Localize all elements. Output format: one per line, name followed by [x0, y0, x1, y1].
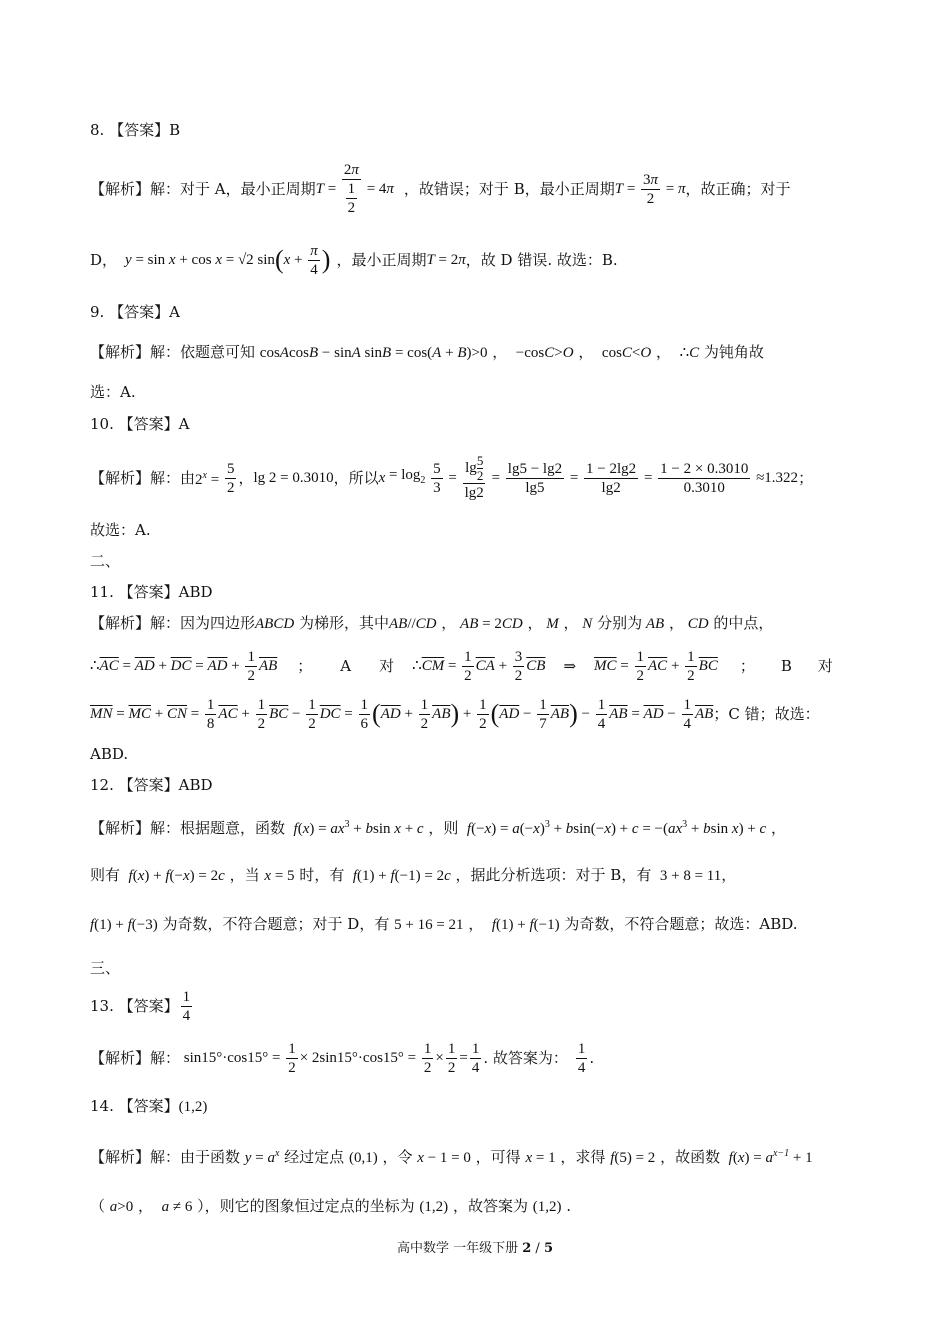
q13-answer-label: 13. 【答案】 [90, 997, 179, 1015]
q8-text-a: 【解析】解：对于 A，最小正周期 [90, 180, 316, 198]
q12-solution-line2: 则有 f(x) + f(−x) = 2c ，当 x = 5 时，有 f(1) + f(−1) = 2c ，据此分析选项：对于 B，有 3 + 8 = 11， [90, 866, 737, 884]
footer-title: 高中数学 一年级下册 [396, 1241, 523, 1256]
q11-text-h: 的中点， [713, 614, 774, 632]
q11-text-b: 为梯形，其中 [298, 614, 389, 632]
q12-text-b: ，则 [428, 819, 459, 837]
q9-text-a: 【解析】解：依题意可知 [90, 343, 256, 361]
q14-answer-label: 14. 【答案】 [90, 1097, 179, 1115]
q13-text-a: 【解析】解： [90, 1049, 181, 1067]
q12-text-e: ，当 [229, 866, 260, 884]
q13-answer-value: $\frac{1}{4}$ [182, 988, 191, 1024]
q11-text-c: ， [441, 614, 457, 632]
q13-answer [90, 986, 194, 1026]
q9-text-b: ， [492, 343, 508, 361]
q8-text-f: ，故 D 错误. 故选：B. [465, 251, 618, 269]
q12-solution-line3: f(1) + f(−3) 为奇数，不符合题意；对于 D，有 5 + 16 = 21 ， f(1) + f(−1) 为奇数，不符合题意；故选：ABD. [90, 915, 798, 933]
q11-text-i: ； [297, 657, 313, 675]
footer-page-number: 2 [522, 1241, 532, 1256]
q12-answer: 12. 【答案】ABD [90, 776, 213, 794]
section-3-heading: 三、 [90, 959, 121, 977]
footer-separator: / [531, 1241, 544, 1256]
q8-text-c: ，故正确；对于 [685, 180, 791, 198]
q14-text-f: ，故函数 [660, 1148, 721, 1166]
q11-text-f: 分别为 [597, 614, 643, 632]
q12-text-j: 为奇数，不符合题意；故选：ABD. [564, 915, 798, 933]
q11-solution-line3: $\overline{MN}$ = $\overline{MC}$ + $\overline{CN}$ = $\frac{1}{8}$ $\overline{AC}$ + $\frac{1}{2}$ $\overline{BC}$ − $\frac{1}{2}$ $\overline{DC}$ = $\frac{1}{6}$ ( $\overline{AD}$ + $\frac{1}{2}$ $\overline{AB}$ ) + $\frac{1}{2}$ ( $\overline{AD}$ − $\frac{1}{7}$ $\overline{AB}$ ) − $\frac{1}{4}$ $\overline{AB}$ = $\overline{AD}$ − $\frac{1}{4}$ $\overline{AB}$ ；C 错；故选： [90, 696, 820, 732]
q10-answer: 10. 【答案】A [90, 415, 190, 433]
q10-text-c: ，所以 [333, 469, 379, 487]
q11-text-a: 【解析】解：因为四边形 [90, 614, 256, 632]
q10-text-b: ， [238, 469, 254, 487]
q11-text-k: 对 [379, 657, 395, 675]
formula: T [315, 181, 324, 197]
q12-text-g: ，据此分析选项：对于 B，有 [455, 866, 652, 884]
q12-text-d: 则有 [90, 866, 121, 884]
q13-text-b: . 故答案为： [483, 1049, 568, 1067]
q11-text-o: 对 [817, 657, 833, 675]
q8-text-d: D， [90, 251, 118, 269]
q14-text-b: 经过定点 [284, 1148, 345, 1166]
section-2-heading: 二、 [90, 552, 121, 570]
q11-text-d: ， [527, 614, 543, 632]
q8-text-e: ，最小正周期 [336, 251, 427, 269]
q14-text-j: ，故答案为 [452, 1197, 528, 1215]
fraction: 2π 1 2 [343, 162, 359, 216]
q14-text-i: ），则它的图象恒过定点的坐标为 [197, 1197, 415, 1215]
q12-text-c: ， [771, 819, 787, 837]
q11-solution-line1: 【解析】解：因为四边形ABCD 为梯形，其中AB//CD ， AB = 2CD ， M ， N 分别为 AB ， CD 的中点， [90, 614, 774, 632]
q12-text-h: 为奇数，不符合题意；对于 D，有 [162, 915, 390, 933]
page-footer [0, 1240, 950, 1258]
q10-text-a: 【解析】解：由 [90, 469, 196, 487]
q9-solution-line2: 选：A. [90, 383, 136, 401]
q10-text-d: ； [798, 469, 814, 487]
q9-text-d: ， [656, 343, 672, 361]
footer-page-total: 5 [543, 1241, 553, 1256]
q12-solution-line1: 【解析】解：根据题意，函数 $f(x) = ax^3 + bsin$ x + c ，则 $f(-x) = a(-x)^3 + bsin(-x) + c = -(ax^3 + bsin$ x) + c ， [90, 819, 787, 837]
q8-solution-line2: D， y = sin x + cos x = √2 sin ( x + $\frac{\pi}{4}$ ) ，最小正周期 T = 2 π ，故 D 错误. 故选：B. [90, 242, 618, 278]
q13-text-c: . [589, 1049, 595, 1067]
q8-answer: 8. 【答案】B [90, 121, 181, 139]
q11-text-m: ； [739, 657, 755, 675]
q11-text-j: A [340, 657, 352, 675]
q9-answer: 9. 【答案】A [90, 303, 180, 321]
q14-text-h: ， [138, 1197, 154, 1215]
q8-solution-line1: 【解析】解：对于 A，最小正周期 T = 2π 1 2 = 4 π ，故错误；对于 B，最小正周期 T = $\frac{3\pi}{2}$ = π ，故正确；对于 [90, 162, 791, 216]
q14-text-a: 【解析】解：由于函数 [90, 1148, 241, 1166]
q9-text-e: 为钝角故 [703, 343, 764, 361]
q11-text-g: ， [668, 614, 684, 632]
q11-text-l: ⇒ [563, 657, 577, 675]
q11-solution-line2: ∴ $\overline{AC}$ = $\overline{AD}$ + $\overline{DC}$ = $\overline{AD}$ + $\frac{1}{2}$ $\overline{AB}$ ； A 对 ∴ $\overline{CM}$ = $\frac{1}{2}$ $\overline{CA}$ + $\frac{3}{2}$ $\overline{CB}$ ⇒ $\overline{MC}$ = $\frac{1}{2}$ $\overline{AC}$ + $\frac{1}{2}$ $\overline{BC}$ ； B 对 [90, 648, 833, 684]
q14-text-k: . [566, 1197, 572, 1215]
q11-text-n: B [780, 657, 792, 675]
q12-text-a: 【解析】解：根据题意，函数 [90, 819, 286, 837]
q14-text-d: ，可得 [475, 1148, 521, 1166]
q12-text-f: 时，有 [299, 866, 345, 884]
q14-text-e: ，求得 [560, 1148, 606, 1166]
q8-text-b: ，故错误；对于 B，最小正周期 [403, 180, 615, 198]
q13-solution-line1: 【解析】解： sin15°·cos15° = $\frac{1}{2}$ × 2sin15°·cos15° = $\frac{1}{2}$ × $\frac{1}{2}$ = $\frac{1}{4}$ . 故答案为： $\frac{1}{4}$ . [90, 1040, 595, 1076]
q11-text-p: ；C 错；故选： [713, 705, 820, 723]
q11-text-e: ， [563, 614, 579, 632]
q11-answer: 11. 【答案】ABD [90, 583, 213, 601]
q10-solution-line1: 【解析】解：由 $2^x$ = $\frac{5}{2}$ ， lg 2 = 0.3010 ，所以 x = $\log_2$ $\frac{5}{3}$ = lg $\frac{5}{2}$ lg2 = $\frac{\lg 5 - \lg 2}{\lg 5}$ = $\frac{1 - 2\lg 2}{\lg 2}$ = $\frac{1 - 2 \times 0.3010}{0.3010}$ ≈1.322 ； [90, 453, 814, 501]
q12-text-i: ， [468, 915, 484, 933]
q9-solution-line1: 【解析】解：依题意可知 cosAcosB − sinA sinB = cos(A + B)>0 ， −cosC>O ， cosC<O ， ∴C 为钝角故 [90, 343, 764, 361]
q9-text-c: ， [578, 343, 594, 361]
q14-text-c: ，令 [382, 1148, 413, 1166]
q14-text-g: （ [90, 1197, 106, 1215]
q14-solution-line2: （ a>0 ， a ≠ 6 ），则它的图象恒过定点的坐标为 (1,2) ，故答案为 (1,2) . [90, 1197, 572, 1215]
q11-solution-line4: ABD. [90, 745, 129, 763]
q14-solution-line1: 【解析】解：由于函数 $y = a^x$ 经过定点 (0,1) ，令 x − 1 = 0 ，可得 x = 1 ，求得 f(5) = 2 ，故函数 $f(x) = a^{x-1} + 1$ [90, 1148, 813, 1166]
q14-answer [90, 1096, 207, 1117]
q10-solution-line2: 故选：A. [90, 521, 151, 539]
q14-answer-value: (1,2) [178, 1099, 208, 1115]
